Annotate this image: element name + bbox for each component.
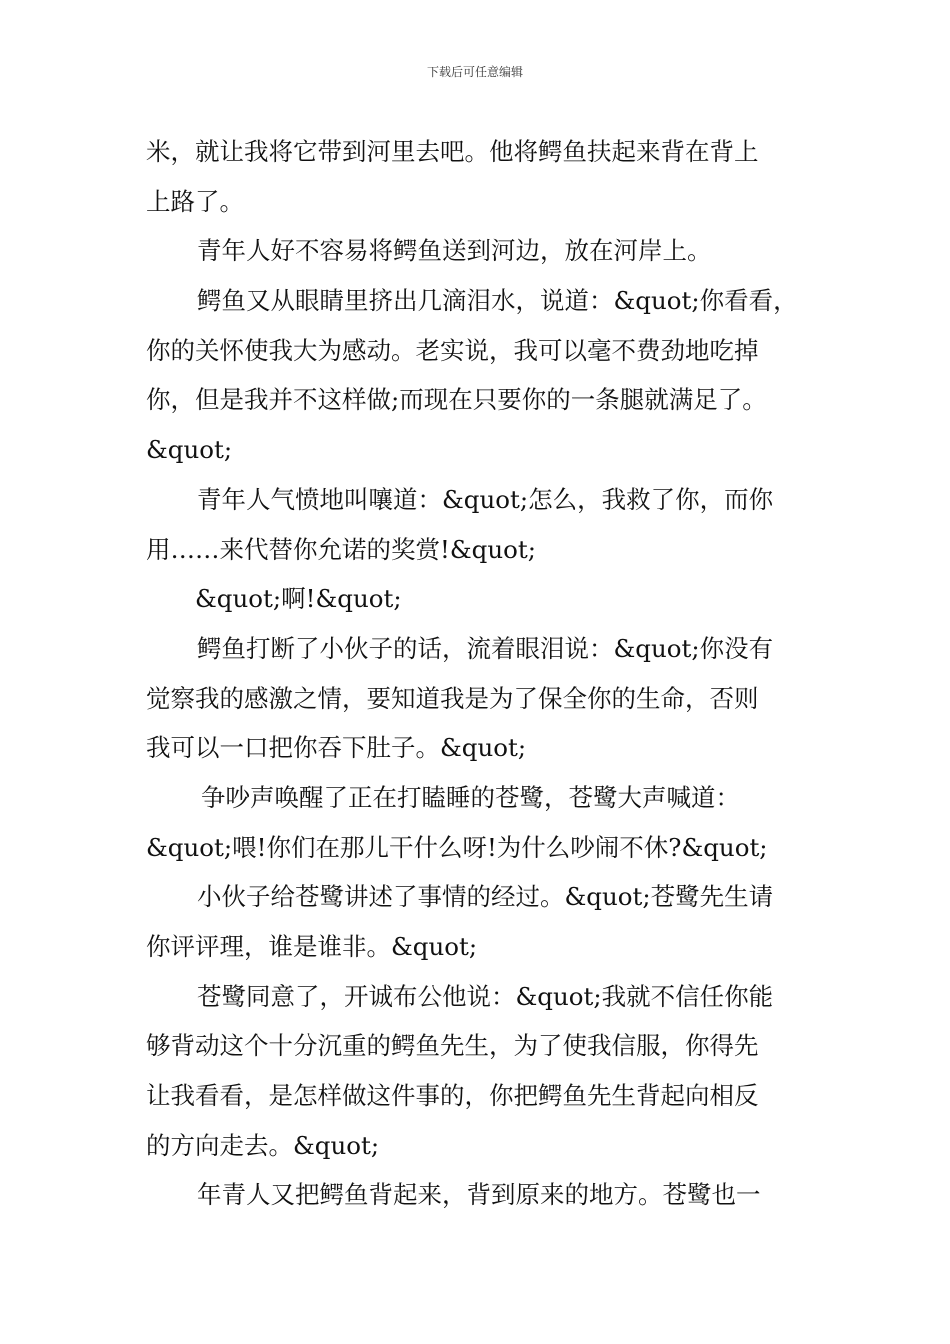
text-line: 你评评理，谁是谁非。&quot; xyxy=(146,932,478,961)
text-line: 青年人气愤地叫嚷道：&quot;怎么，我救了你，而你 xyxy=(197,484,774,514)
text-line: 米，就让我将它带到河里去吧。他将鳄鱼扶起来背在背上 xyxy=(146,137,759,166)
text-line: &quot; xyxy=(146,435,233,465)
text-line: 你，但是我并不这样做;而现在只要你的一条腿就满足了。 xyxy=(146,385,767,415)
text-line: 鳄鱼又从眼睛里挤出几滴泪水，说道：&quot;你看看， xyxy=(197,286,798,316)
text-line: &quot;喂!你们在那儿干什么呀!为什么吵闹不休?&quot; xyxy=(146,832,768,862)
text-line: 年青人又把鳄鱼背起来，背到原来的地方。苍鹭也一 xyxy=(197,1180,761,1210)
page-header: 下载后可任意编辑 xyxy=(426,65,523,79)
text-line: 觉察我的感激之情，要知道我是为了保全你的生命，否则 xyxy=(146,683,759,713)
text-line: 我可以一口把你吞下肚子。&quot; xyxy=(146,733,527,763)
text-line: 青年人好不容易将鳄鱼送到河边，放在河岸上。 xyxy=(197,236,712,266)
text-line: 你的关怀使我大为感动。老实说，我可以毫不费劲地吃掉 xyxy=(146,335,759,365)
text-line: 苍鹭同意了，开诚布公他说：&quot;我就不信任你能 xyxy=(197,981,774,1011)
text-line: 争吵声唤醒了正在打瞌睡的苍鹭，苍鹭大声喊道： xyxy=(201,782,740,812)
text-line: &quot;啊!&quot; xyxy=(195,584,402,614)
text-line: 的方向走去。&quot; xyxy=(146,1130,380,1160)
text-line: 让我看看，是怎样做这件事的，你把鳄鱼先生背起向相反 xyxy=(146,1081,759,1111)
text-line: 够背动这个十分沉重的鳄鱼先生，为了使我信服，你得先 xyxy=(146,1031,759,1061)
document-body xyxy=(146,127,818,1220)
text-line: 用……来代替你允诺的奖赏!&quot; xyxy=(146,534,536,564)
text-line: 上路了。 xyxy=(146,186,244,216)
text-line: 鳄鱼打断了小伙子的话，流着眼泪说：&quot;你没有 xyxy=(197,633,774,663)
text-line: 小伙子给苍鹭讲述了事情的经过。&quot;苍鹭先生请 xyxy=(197,882,774,912)
